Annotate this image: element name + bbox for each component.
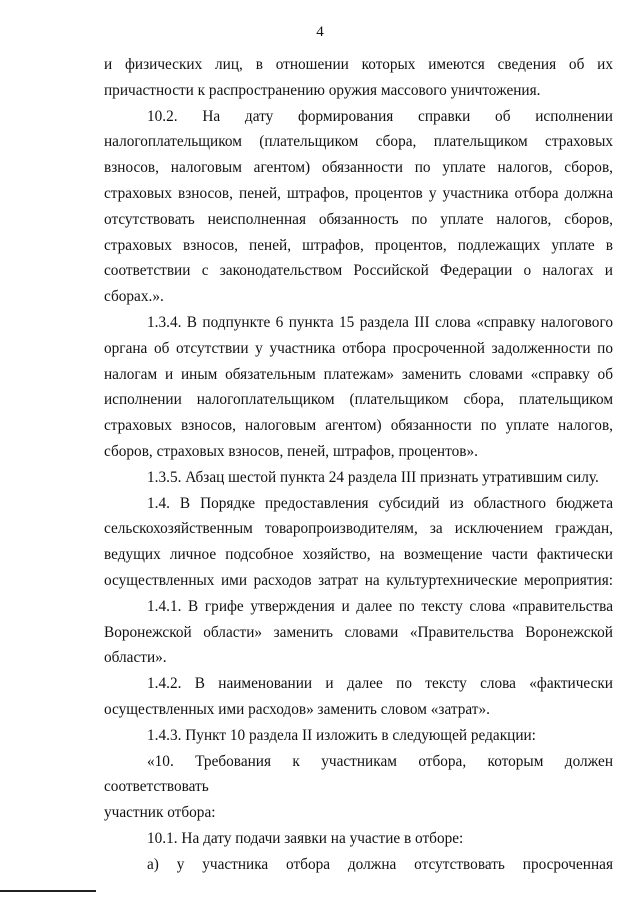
text-line: ведущих личное подсобное хозяйство, на возмещение части фактически xyxy=(104,546,613,564)
text-line: страховых взносов, налоговым агентом) обязанности по уплате налогов, xyxy=(104,417,613,435)
text-line: 1.4.3. Пункт 10 раздела II изложить в следующей редакции: xyxy=(147,726,536,744)
text-line: страховых взносов, пеней, штрафов, процентов, подлежащих уплате в xyxy=(104,236,613,254)
text-line: осуществленных ими расходов» заменить словом «затрат». xyxy=(104,700,490,718)
text-line: взносов, налоговым агентом) обязанности по уплате налогов, сборов, xyxy=(104,159,613,177)
text-line: налогам и иным обязательным платежам» заменить словами «справку об xyxy=(104,365,613,383)
text-line: 1.4.1. В грифе утверждения и далее по тексту слова «правительства xyxy=(147,597,613,615)
text-line: исполнении налогоплательщиком (плательщиком сбора, плательщиком xyxy=(104,391,613,409)
text-line: сборах.». xyxy=(104,288,164,306)
text-line: отсутствовать неисполненная обязанность по уплате налогов, сборов, xyxy=(104,210,613,228)
text-line: соответствии с законодательством Российской Федерации о налогах и xyxy=(104,262,613,280)
text-line: участник отбора: xyxy=(104,804,216,822)
text-line: 1.3.4. В подпункте 6 пункта 15 раздела III слова «справку налогового xyxy=(147,313,613,331)
text-line: 10.1. На дату подачи заявки на участие в отборе: xyxy=(147,829,464,847)
text-line: сельскохозяйственным товаропроизводителям, за исключением граждан, xyxy=(104,520,613,538)
text-line: 1.4. В Порядке предоставления субсидий из областного бюджета xyxy=(147,494,613,512)
text-line: 10.2. На дату формирования справки об исполнении xyxy=(147,107,613,125)
text-line: «10. Требования к участникам отбора, которым должен соответствовать xyxy=(104,752,613,796)
text-line: страховых взносов, пеней, штрафов, процентов у участника отбора должна xyxy=(104,184,613,202)
footnote-divider xyxy=(0,890,96,892)
text-line: налогоплательщиком (плательщиком сбора, плательщиком страховых xyxy=(104,133,613,151)
text-line: сборов, страховых взносов, пеней, штрафов, процентов». xyxy=(104,442,478,460)
text-line: и физических лиц, в отношении которых имеются сведения об их xyxy=(104,56,613,73)
page-number: 4 xyxy=(316,24,324,40)
text-line: причастности к распространению оружия массового уничтожения. xyxy=(104,81,541,99)
text-line: 1.3.5. Абзац шестой пункта 24 раздела III признать утратившим силу. xyxy=(147,468,599,486)
document-body xyxy=(104,52,613,878)
text-line: осуществленных ими расходов затрат на культуртехнические мероприятия: xyxy=(104,571,613,589)
text-line: Воронежской области» заменить словами «Правительства Воронежской xyxy=(104,623,613,641)
text-line: области». xyxy=(104,649,167,667)
text-line: органа об отсутствии у участника отбора просроченной задолженности по xyxy=(104,339,613,357)
text-line: а) у участника отбора должна отсутствовать просроченная xyxy=(147,855,613,873)
text-line: 1.4.2. В наименовании и далее по тексту слова «фактически xyxy=(147,675,613,693)
